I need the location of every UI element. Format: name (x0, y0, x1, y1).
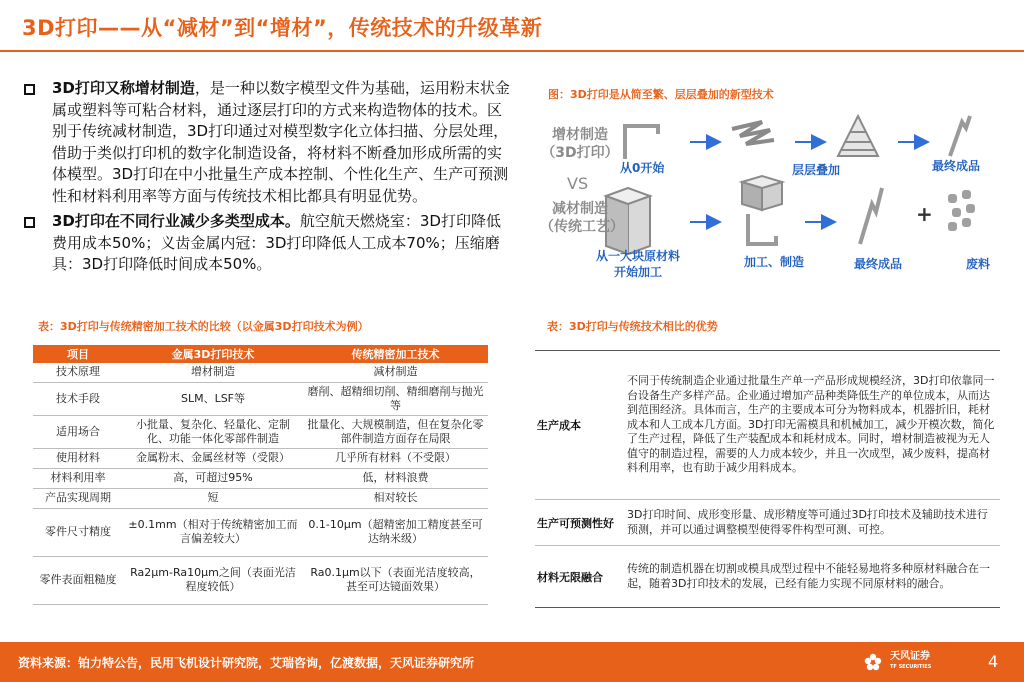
row-text: 不同于传统制造企业通过批量生产单一产品形成规模经济，3D打印依靠同一台设备生产多样产品。企业通过增加产品种类降低生产的单位成本，从而达到范围经济。具体而言，生产的主要成本可分为物料成本，机器折旧，耗材成本和人工成本几方面。3D打印无需模具和机械加工，减少开模次数，简化了生产过程，降低了生产装配成本和耗材成本。同时，增材制造被视为无人值守的制造过程，需要的人力成本较少，并且一次成型，减少废料，提高材料利用率，也有助于减少用料成本。 (627, 374, 995, 475)
table-row (33, 382, 488, 415)
table-cell: Ra2μm-Ra10μm之间（表面光洁程度较低） (123, 556, 303, 604)
table-cell: ±0.1mm（相对于传统精密加工而言偏差较大） (123, 508, 303, 556)
table-row (33, 415, 488, 448)
table-cell: 产品实现周期 (33, 488, 123, 508)
step-waste-label: 废料 (966, 257, 991, 271)
table2-caption: 表：3D打印与传统技术相比的优势 (547, 320, 718, 333)
table-cell: 使用材料 (33, 448, 123, 468)
bullet-list (24, 78, 514, 280)
additive-vs-subtractive-diagram (530, 104, 1010, 294)
bullet-item (24, 211, 514, 276)
comparison-table (33, 345, 488, 605)
advantages-table (535, 350, 1000, 608)
title-divider (0, 50, 1024, 52)
table-row (33, 448, 488, 468)
company-logo (862, 651, 931, 673)
row-label: 生产可预测性好 (537, 516, 614, 530)
table-row (33, 556, 488, 604)
table-cell: SLM、LSF等 (123, 382, 303, 415)
table-row (33, 508, 488, 556)
table-cell: 金属粉末、金属丝材等（受限） (123, 448, 303, 468)
layered-pyramid-icon (838, 116, 878, 156)
table-row (33, 488, 488, 508)
start-from-zero-icon (625, 126, 658, 159)
table-cell: 几乎所有材料（不受限） (303, 448, 488, 468)
column-header: 传统精密加工技术 (303, 345, 488, 363)
additive-label: 增材制造 （3D打印） (541, 127, 619, 161)
table-cell: 适用场合 (33, 415, 123, 448)
vs-label: VS (567, 174, 589, 193)
column-header: 项目 (33, 345, 123, 363)
step-layer-label: 层层叠加 (792, 163, 841, 177)
source-note: 资料来源：铂力特公告，民用飞机设计研究院，艾瑞咨询，亿渡数据，天风证券研究所 (18, 656, 475, 670)
table-cell: 短 (123, 488, 303, 508)
table-cell: 零件表面粗糙度 (33, 556, 123, 604)
row-label: 生产成本 (537, 419, 581, 432)
step-process-label: 加工、制造 (744, 255, 805, 269)
table-header-row (33, 345, 488, 363)
table-cell: 小批量、复杂化、轻量化、定制化、功能一体化零部件制造 (123, 415, 303, 448)
logo-flower-icon (862, 651, 884, 673)
square-bullet-icon (24, 84, 35, 95)
plus-sign: + (916, 202, 933, 226)
table-cell: 低，材料浪费 (303, 468, 488, 488)
table-row (535, 545, 1000, 607)
step-final-bottom-label: 最终成品 (854, 257, 903, 271)
table-cell: 技术手段 (33, 382, 123, 415)
column-header: 金属3D打印技术 (123, 345, 303, 363)
table-cell: 材料利用率 (33, 468, 123, 488)
square-bullet-icon (24, 217, 35, 228)
bullet-text: ，是一种以数字模型文件为基础，运用粉末状金属或塑料等可粘合材料，通过逐层打印的方式来构造物体的技术。区别于传统减材制造，3D打印通过对模型数字化立体扫描、分层处理，借助于类似打印机的数字化制造设备，将材料不断叠加形成所需的实体模型。3D打印在中小批量生产成本控制、个性化生产、生产可预测性和材料利用率等方面与传统技术相比都具有明显优势。 (52, 79, 510, 205)
waste-chips-icon (948, 190, 975, 231)
table-cell: 零件尺寸精度 (33, 508, 123, 556)
page-number: 4 (988, 652, 999, 671)
table-cell: 减材制造 (303, 363, 488, 382)
table1-caption: 表：3D打印与传统精密加工技术的比较（以金属3D打印技术为例） (38, 320, 369, 333)
row-text: 传统的制造机器在切割或模具成型过程中不能轻易地将多种原材料融合在一起，随着3D打印技术的发展，已经有能力实现不同原材料的融合。 (627, 562, 990, 590)
machined-block-icon (742, 176, 782, 244)
table-cell: 磨削、超精细切削、精细磨削与抛光等 (303, 382, 488, 415)
footer-bar (0, 642, 1024, 682)
table-row (535, 499, 1000, 545)
table-cell: 技术原理 (33, 363, 123, 382)
row-text: 3D打印时间、成形变形量、成形精度等可通过3D打印技术及辅助技术进行预测，并可以通过调整模型使得零件构型可测、可控。 (627, 508, 988, 536)
final-product-top-icon (950, 116, 970, 156)
page-title: 3D打印——从“减材”到“增材”，传统技术的升级革新 (22, 16, 543, 40)
bullet-text: 航空航天燃烧室：3D打印降低费用成本50%；义齿金属内冠：3D打印降低人工成本70%；压缩磨具：3D打印降低时间成本50%。 (52, 212, 501, 273)
logo-text: 天风证券 TF SECURITIES (890, 651, 932, 670)
table-cell: 相对较长 (303, 488, 488, 508)
bullet-lead: 3D打印又称增材制造 (52, 79, 195, 97)
step-block-label: 从一大块原材料 开始加工 (596, 249, 681, 279)
table-row (33, 363, 488, 382)
table-row (33, 468, 488, 488)
row-label: 材料无限融合 (537, 570, 603, 584)
bullet-item (24, 78, 514, 207)
table-cell: 批量化、大规模制造，但在复杂化零部件制造方面存在局限 (303, 415, 488, 448)
bullet-lead: 3D打印在不同行业减少多类型成本。 (52, 212, 300, 230)
table-cell: 0.1-10μm（超精密加工精度甚至可达纳米级） (303, 508, 488, 556)
step-final-top-label: 最终成品 (932, 159, 981, 173)
figure-caption: 图：3D打印是从简至繁、层层叠加的新型技术 (548, 88, 774, 101)
layered-zigzag-icon (732, 122, 774, 144)
table-row (535, 351, 1000, 499)
table-cell: 增材制造 (123, 363, 303, 382)
table-cell: Ra0.1μm以下（表面光洁度较高，甚至可达镜面效果） (303, 556, 488, 604)
subtractive-label: 减材制造 （传统工艺） (540, 201, 624, 235)
final-product-bottom-icon (860, 188, 882, 244)
table-cell: 高，可超过95% (123, 468, 303, 488)
step-start-label: 从0开始 (620, 161, 665, 175)
